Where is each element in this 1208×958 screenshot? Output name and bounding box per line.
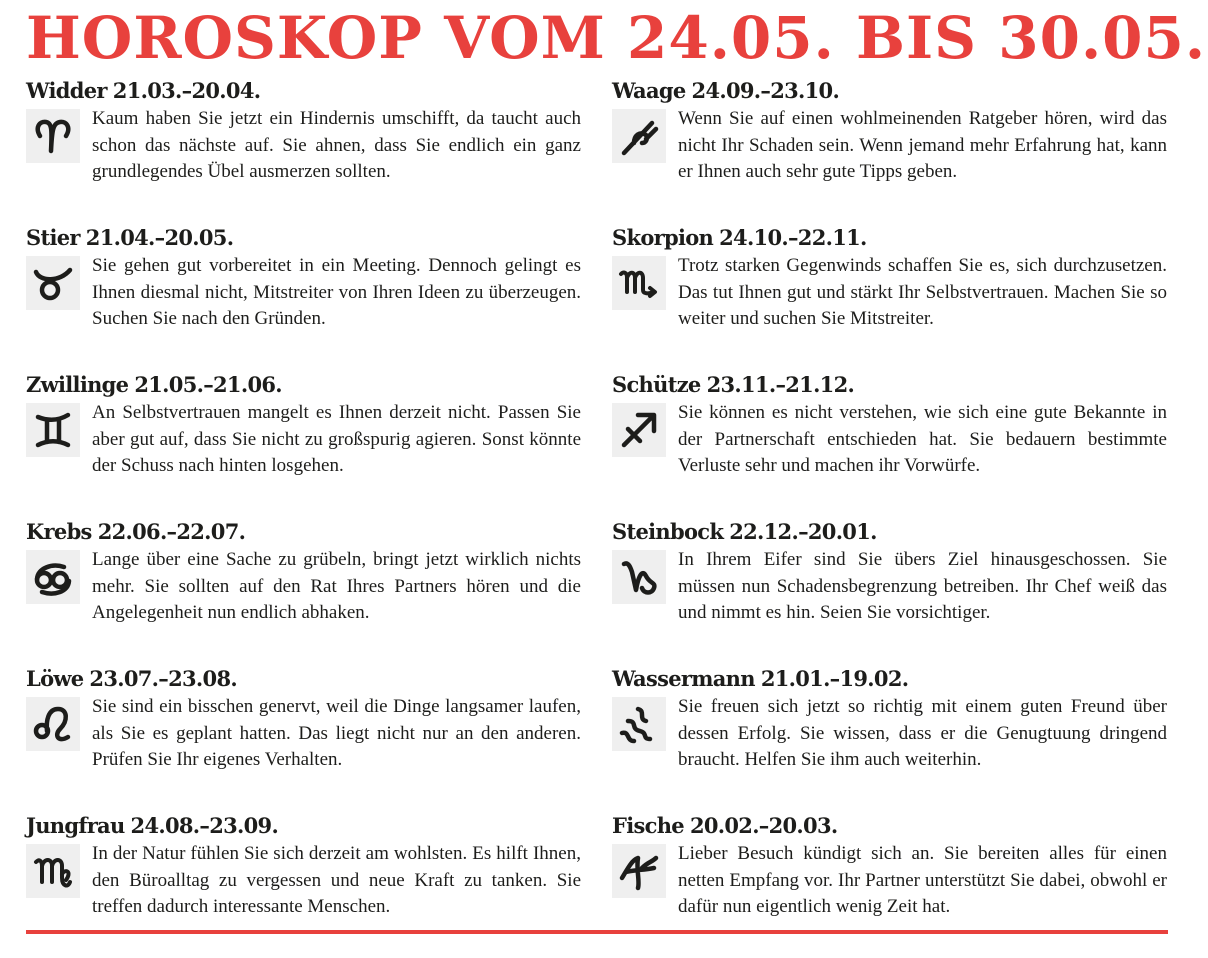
sign-heading (612, 664, 1167, 694)
leo-icon (26, 697, 80, 751)
sign-name: Löwe (26, 666, 84, 691)
sign-name: Wassermann (612, 666, 755, 691)
libra-icon (612, 109, 666, 163)
sign-name: Widder (26, 78, 107, 103)
sign-text: Trotz starken Gegenwinds schaffen Sie es, sich durchzusetzen. Das tut Ihnen gut und stärkt Ihr Selbstvertrauen. Machen Sie so weiter und suchen Sie Mitstreiter. (678, 255, 1167, 329)
sign-heading (26, 517, 581, 547)
scorpio-icon (612, 256, 666, 310)
sign-text: Lange über eine Sache zu grübeln, bringt jetzt wirklich nichts mehr. Sie sollten auf den Rat Ihres Partners hören und die Angelegenheit nun endlich abhaken. (92, 549, 581, 623)
sign-heading (26, 223, 581, 253)
sign-heading (612, 223, 1167, 253)
sign-dates: 20.02.–20.03. (689, 813, 838, 838)
sign-dates: 21.05.–21.06. (134, 372, 282, 397)
sign-text: In der Natur fühlen Sie sich derzeit am wohlsten. Es hilft Ihnen, den Büroalltag zu vergessen und neue Kraft zu tanken. Sie treffen dadurch interessante Menschen. (92, 843, 581, 917)
sign-text: Wenn Sie auf einen wohlmeinenden Ratgeber hören, wird das nicht Ihr Schaden sein. Wenn jemand mehr Erfahrung hat, kann er Ihnen auch sehr gute Tipps geben. (678, 108, 1167, 182)
sign-name: Jungfrau (26, 813, 125, 838)
sign-dates: 24.08.–23.09. (130, 813, 279, 838)
sign-text: Lieber Besuch kündigt sich an. Sie bereiten alles für einen netten Empfang vor. Ihr Partner unterstützt Sie dabei, obwohl er dafür nun eigentlich wenig Zeit hat. (678, 843, 1167, 917)
sign-heading (612, 370, 1167, 400)
sign-text: In Ihrem Eifer sind Sie übers Ziel hinausgeschossen. Sie müssen nun Schadensbegrenzung betreiben. Ihr Chef weiß das und nimmt es hin. Seien Sie vorsichtiger. (678, 549, 1167, 623)
sign-schuetze (612, 370, 1167, 517)
sign-text: Sie freuen sich jetzt so richtig mit einem guten Freund über dessen Erfolg. Sie wissen, dass er die Genugtuung dringend braucht. Helfen Sie ihm auch weiterhin. (678, 696, 1167, 770)
sign-heading (26, 370, 581, 400)
sign-dates: 24.09.–23.10. (691, 78, 840, 103)
aries-icon (26, 109, 80, 163)
sign-heading (612, 811, 1167, 841)
sign-dates: 22.12.–20.01. (729, 519, 877, 544)
right-column (612, 76, 1167, 958)
sign-dates: 21.04.–20.05. (85, 225, 234, 250)
left-column (26, 76, 581, 958)
sign-krebs (26, 517, 581, 664)
sign-heading (612, 76, 1167, 106)
sagittarius-icon (612, 403, 666, 457)
sign-text: Kaum haben Sie jetzt ein Hindernis umschifft, da taucht auch schon das nächste auf. Sie ahnen, dass Sie endlich ein ganz grundlegendes Übel ausmerzen sollten. (92, 108, 581, 182)
sign-dates: 24.10.–22.11. (719, 225, 867, 250)
capricorn-icon (612, 550, 666, 604)
sign-text: An Selbstvertrauen mangelt es Ihnen derzeit nicht. Passen Sie aber gut auf, dass Sie nicht zu großspurig agieren. Sonst könnte der Schuss nach hinten losgehen. (92, 402, 581, 476)
virgo-icon (26, 844, 80, 898)
sign-name: Zwillinge (26, 372, 129, 397)
sign-dates: 23.07.–23.08. (89, 666, 237, 691)
sign-steinbock (612, 517, 1167, 664)
sign-jungfrau (26, 811, 581, 958)
page-title: HOROSKOP VOM 24.05. BIS 30.05. (26, 4, 1207, 72)
sign-text: Sie können es nicht verstehen, wie sich eine gute Bekannte in der Partnerschaft entschieden hat. Sie bedauern bestimmte Verluste sehr und machen ihr Vorwürfe. (678, 402, 1167, 476)
sign-loewe (26, 664, 581, 811)
sign-name: Waage (612, 78, 686, 103)
sign-name: Fische (612, 813, 684, 838)
sign-text: Sie sind ein bisschen genervt, weil die Dinge langsamer laufen, als Sie es geplant hatten. Das liegt nicht nur an den anderen. Prüfen Sie Ihr eigenes Verhalten. (92, 696, 581, 770)
sign-text: Sie gehen gut vorbereitet in ein Meeting. Dennoch gelingt es Ihnen diesmal nicht, Mitstreiter von Ihren Ideen zu überzeugen. Suchen Sie nach den Gründen. (92, 255, 581, 329)
sign-dates: 21.01.–19.02. (760, 666, 909, 691)
sign-stier (26, 223, 581, 370)
sign-name: Schütze (612, 372, 701, 397)
sign-name: Skorpion (612, 225, 714, 250)
sign-name: Steinbock (612, 519, 724, 544)
sign-dates: 21.03.–20.04. (112, 78, 261, 103)
sign-heading (26, 76, 581, 106)
sign-wassermann (612, 664, 1167, 811)
sign-fische (612, 811, 1167, 958)
sign-heading (612, 517, 1167, 547)
sign-name: Stier (26, 225, 80, 250)
pisces-icon (612, 844, 666, 898)
sign-dates: 23.11.–21.12. (706, 372, 855, 397)
cancer-icon (26, 550, 80, 604)
bottom-rule (26, 930, 1168, 934)
taurus-icon (26, 256, 80, 310)
aquarius-icon (612, 697, 666, 751)
sign-waage (612, 76, 1167, 223)
sign-heading (26, 664, 581, 694)
sign-dates: 22.06.–22.07. (97, 519, 246, 544)
sign-zwillinge (26, 370, 581, 517)
sign-widder (26, 76, 581, 223)
sign-heading (26, 811, 581, 841)
sign-skorpion (612, 223, 1167, 370)
gemini-icon (26, 403, 80, 457)
sign-name: Krebs (26, 519, 92, 544)
